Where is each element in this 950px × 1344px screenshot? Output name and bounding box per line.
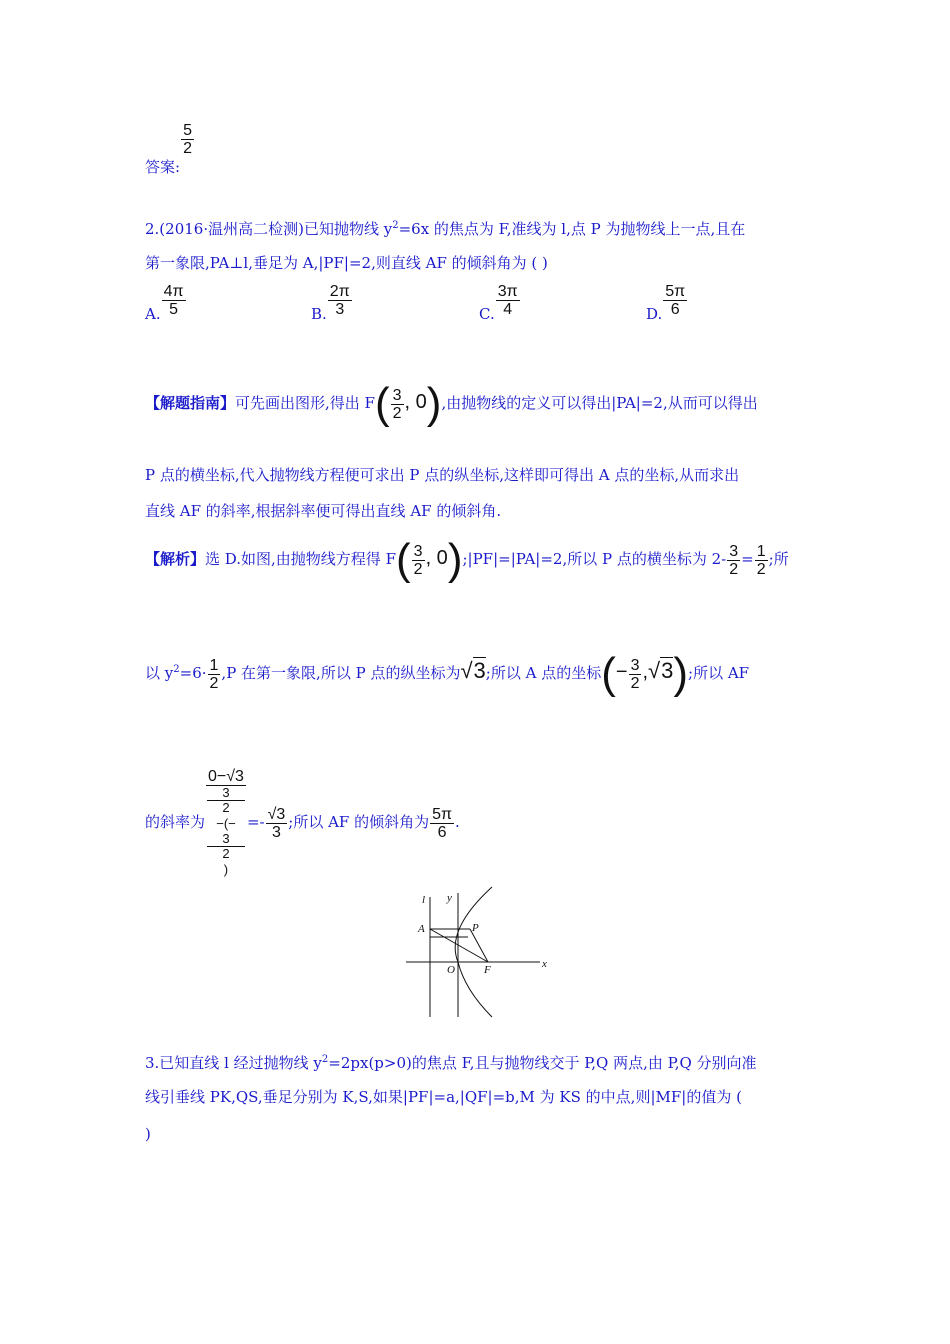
label-p: P (472, 922, 479, 934)
parabola-curve (455, 887, 492, 1017)
solution-line-1: 【解析】选 D.如图,由抛物线方程得 F( $\frac{3}{2}$ , 0);|PF|=|PA|=2,所以 P 点的横坐标为 2- $\frac{3}{2}$ = $\frac{1}{2}$ ;所 (145, 535, 789, 584)
solution-tag: 【解析】 (145, 550, 206, 568)
question-3-line-2: 线引垂线 PK,QS,垂足分别为 K,S,如果|PF|=a,|QF|=b,M 为 KS 的中点,则|MF|的值为 ( (145, 1088, 742, 1106)
solution-line-2: 以 $y^2=6\cdot$ $\frac{1}{2}$ ,P 在第一象限,所以 P 点的纵坐标为√3;所以 A 点的坐标(− $\frac{3}{2}$ ,√3);所以 AF (145, 649, 750, 698)
sqrt-3: √3 (460, 658, 486, 683)
guide-line-3: 直线 AF 的斜率,根据斜率便可得出直线 AF 的倾斜角. (145, 502, 502, 520)
guide-line-2: P 点的横坐标,代入抛物线方程便可求出 P 点的纵坐标,这样即可得出 A 点的坐标,从而求出 (145, 466, 740, 484)
question-3-line-3: ) (145, 1125, 151, 1143)
label-o: O (447, 964, 455, 976)
answer-fraction: $\frac{5}{2}$ (183, 122, 192, 157)
label-x: x (542, 958, 547, 970)
label-l: l (422, 894, 426, 906)
option-d[interactable]: D. $\frac{5\pi}{6}$ (646, 283, 686, 323)
question-2-line-1: 2.(2016·温州高二检测)已知抛物线 $y^2=6x$ 的焦点为 F,准线为 l,点 P 为抛物线上一点,且在 (145, 220, 746, 238)
option-a[interactable]: A. $\frac{4\pi}{5}$ (145, 283, 184, 323)
answer-label: 答案: (145, 157, 181, 176)
label-f: F (484, 964, 491, 976)
previous-answer (145, 122, 195, 176)
question-3-line-1: 3.已知直线 l 经过抛物线 $y^2=2px(p>0)$的焦点 F,且与抛物线交于 P,Q 两点,由 P,Q 分别向准 (145, 1054, 757, 1072)
question-2-line-2: 第一象限,PA⊥l,垂足为 A,|PF|=2,则直线 AF 的倾斜角为 ( ) (145, 254, 548, 272)
label-a: A (418, 923, 425, 935)
solution-line-3: 的斜率为 0−√3 3 2 −(− 3 2 ) =- $\frac{√3}{3}$ ;所以 AF 的倾斜角为 $\frac{5\pi}{6}$ . (145, 768, 460, 877)
guide-line-1: 【解题指南】可先画出图形,得出 F( $\frac{3}{2}$ , 0),由抛物线的定义可以得出|PA|=2,从而可以得出 (145, 379, 758, 428)
slope-fraction: 0−√3 3 2 −(− 3 2 ) (208, 768, 244, 877)
parabola-figure (400, 885, 560, 1025)
guide-tag: 【解题指南】 (145, 394, 236, 412)
option-b[interactable]: B. $\frac{2\pi}{3}$ (311, 283, 350, 323)
label-y: y (447, 892, 452, 904)
option-c[interactable]: C. $\frac{3\pi}{4}$ (479, 283, 518, 323)
